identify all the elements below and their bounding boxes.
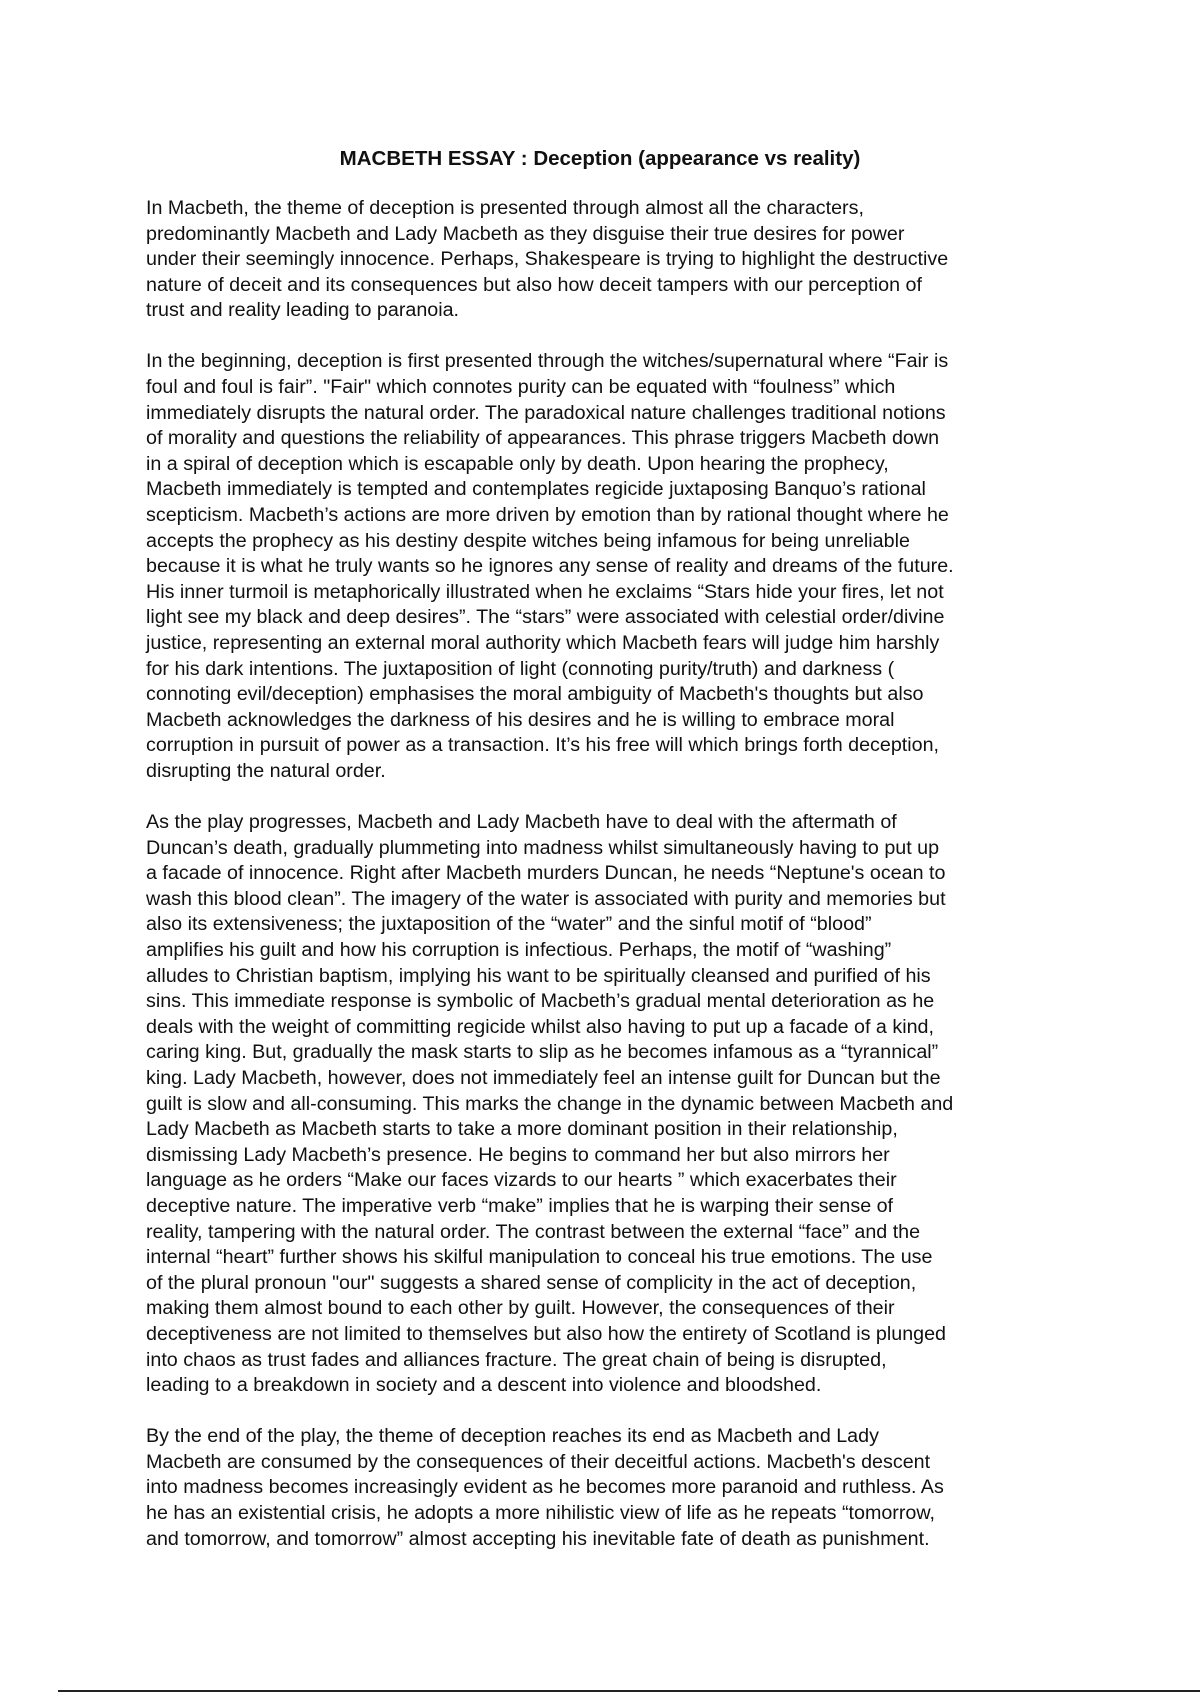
paragraph-progression: As the play progresses, Macbeth and Lady Macbeth have to deal with the aftermath of Duncan’s death, gradually plummeting into madness whilst simultaneously having to put up a facade of innocence. Right after Macbeth murders Duncan, he needs “Neptune's ocean to wash this blood clean”. The imagery of the water is associated with purity and memories but also its extensiveness; the juxtaposition of the “water” and the sinful motif of “blood” amplifies his guilt and how his corruption is infectious. Perhaps, the motif of “washing” alludes to Christian baptism, implying his want to be spiritually cleansed and purified of his sins. This immediate response is symbolic of Macbeth’s gradual mental deterioration as he deals with the weight of committing regicide whilst also having to put up a facade of a kind, caring king. But, gradually the mask starts to slip as he becomes infamous as a “tyrannical” king. Lady Macbeth, however, does not immediately feel an intense guilt for Duncan but the guilt is slow and all-consuming. This marks the change in the dynamic between Macbeth and Lady Macbeth as Macbeth starts to take a more dominant position in their relationship, dismissing Lady Macbeth’s presence. He begins to command her but also mirrors her language as he orders “Make our faces vizards to our hearts ” which exacerbates their deceptive nature. The imperative verb “make” implies that he is warping their sense of reality, tampering with the natural order. The contrast between the external “face” and the internal “heart” further shows his skilful manipulation to conceal his true emotions. The use of the plural pronoun "our" suggests a shared sense of complicity in the act of deception, making them almost bound to each other by guilt. However, the consequences of their deceptiveness are not limited to themselves but also how the entirety of Scotland is plunged into chaos as trust fades and alliances fracture. The great chain of being is disrupted, leading to a breakdown in society and a descent into violence and bloodshed. (146, 811, 954, 1397)
essay-title: MACBETH ESSAY : Deception (appearance vs reality) (339, 147, 861, 170)
essay-body (146, 196, 1076, 1578)
paragraph-beginning: In the beginning, deception is first presented through the witches/supernatural where “Fair is foul and foul is fair”. "Fair" which connotes purity can be equated with “foulness” which immediately disrupts the natural order. The paradoxical nature challenges traditional notions of morality and questions the reliability of appearances. This phrase triggers Macbeth down in a spiral of deception which is escapable only by death. Upon hearing the prophecy, Macbeth immediately is tempted and contemplates regicide juxtaposing Banquo’s rational scepticism. Macbeth’s actions are more driven by emotion than by rational thought where he accepts the prophecy as his destiny despite witches being infamous for being unreliable because it is what he truly wants so he ignores any sense of reality and dreams of the future. His inner turmoil is metaphorically illustrated when he exclaims “Stars hide your fires, let not light see my black and deep desires”. The “stars” were associated with celestial order/divine justice, representing an external moral authority which Macbeth fears will judge him harshly for his dark intentions. The juxtaposition of light (connoting purity/truth) and darkness ( connoting evil/deception) emphasises the moral ambiguity of Macbeth's thoughts but also Macbeth acknowledges the darkness of his desires and he is willing to embrace moral corruption in pursuit of power as a transaction. It’s his free will which brings forth deception, disrupting the natural order. (146, 350, 954, 782)
paragraph-ending: By the end of the play, the theme of deception reaches its end as Macbeth and Lady Macbeth are consumed by the consequences of their deceitful actions. Macbeth's descent into madness becomes increasingly evident as he becomes more paranoid and ruthless. As he has an existential crisis, he adopts a more nihilistic view of life as he repeats “tomorrow, and tomorrow, and tomorrow” almost accepting his inevitable fate of death as punishment. (146, 1425, 944, 1550)
page-bottom-divider (58, 1690, 1200, 1692)
paragraph-introduction: In Macbeth, the theme of deception is presented through almost all the characters, predominantly Macbeth and Lady Macbeth as they disguise their true desires for power under their seemingly innocence. Perhaps, Shakespeare is trying to highlight the destructive nature of deceit and its consequences but also how deceit tampers with our perception of trust and reality leading to paranoia. (146, 197, 949, 322)
